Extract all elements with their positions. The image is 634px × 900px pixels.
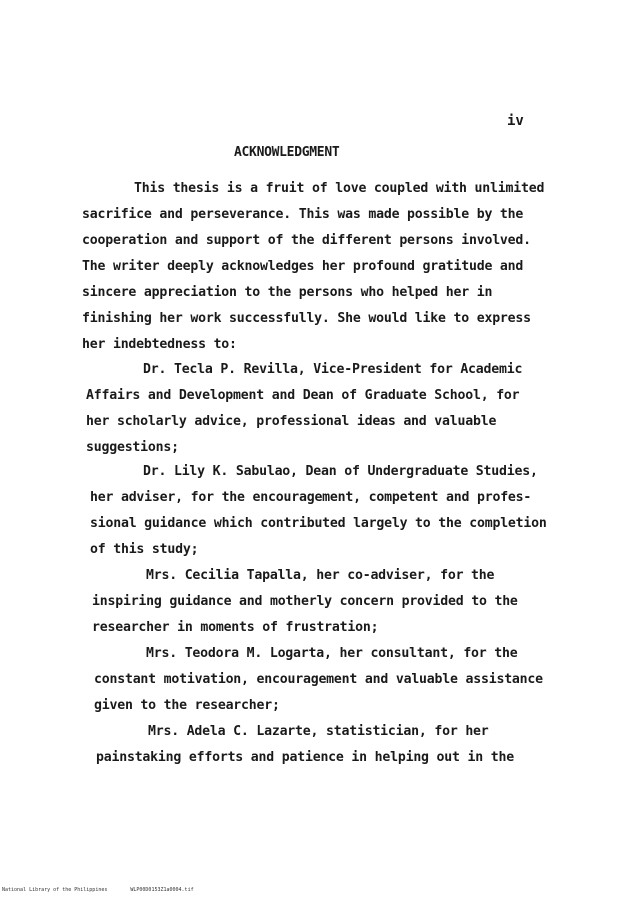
body-line: constant motivation, encouragement and valuable assistance <box>94 672 543 687</box>
body-line: suggestions; <box>86 440 179 455</box>
page-number: iv <box>507 113 524 129</box>
body-line: painstaking efforts and patience in helping out in the <box>96 750 514 765</box>
body-line: This thesis is a fruit of love coupled with unlimited <box>134 181 545 196</box>
body-line: sacrifice and perseverance. This was made possible by the <box>82 207 524 222</box>
body-line: finishing her work successfully. She would like to express <box>82 311 531 326</box>
body-line: Dr. Lily K. Sabulao, Dean of Undergraduate Studies, <box>143 464 538 479</box>
body-line: sional guidance which contributed largely to the completion <box>90 516 547 531</box>
body-line: her indebtedness to: <box>82 337 237 352</box>
body-line: The writer deeply acknowledges her profound gratitude and <box>82 259 524 274</box>
body-line: Mrs. Adela C. Lazarte, statistician, for her <box>148 724 489 739</box>
footer-file-id: WLP00D0153Z1a0004.tif <box>130 887 194 893</box>
body-line: sincere appreciation to the persons who helped her in <box>82 285 493 300</box>
footer-library: National Library of the Philippines <box>2 887 108 893</box>
body-line: given to the researcher; <box>94 698 280 713</box>
body-line: researcher in moments of frustration; <box>92 620 379 635</box>
body-line: cooperation and support of the different persons involved. <box>82 233 531 248</box>
scan-footer <box>2 887 214 893</box>
body-line: her adviser, for the encouragement, competent and profes- <box>90 490 532 505</box>
body-line: of this study; <box>90 542 199 557</box>
body-line: Mrs. Cecilia Tapalla, her co-adviser, for the <box>146 568 495 583</box>
body-line: inspiring guidance and motherly concern provided to the <box>92 594 518 609</box>
body-line: Affairs and Development and Dean of Graduate School, for <box>86 388 520 403</box>
body-line: her scholarly advice, professional ideas and valuable <box>86 414 497 429</box>
page-title: ACKNOWLEDGMENT <box>234 145 340 160</box>
body-line: Dr. Tecla P. Revilla, Vice-President for Academic <box>143 362 523 377</box>
body-line: Mrs. Teodora M. Logarta, her consultant, for the <box>146 646 518 661</box>
